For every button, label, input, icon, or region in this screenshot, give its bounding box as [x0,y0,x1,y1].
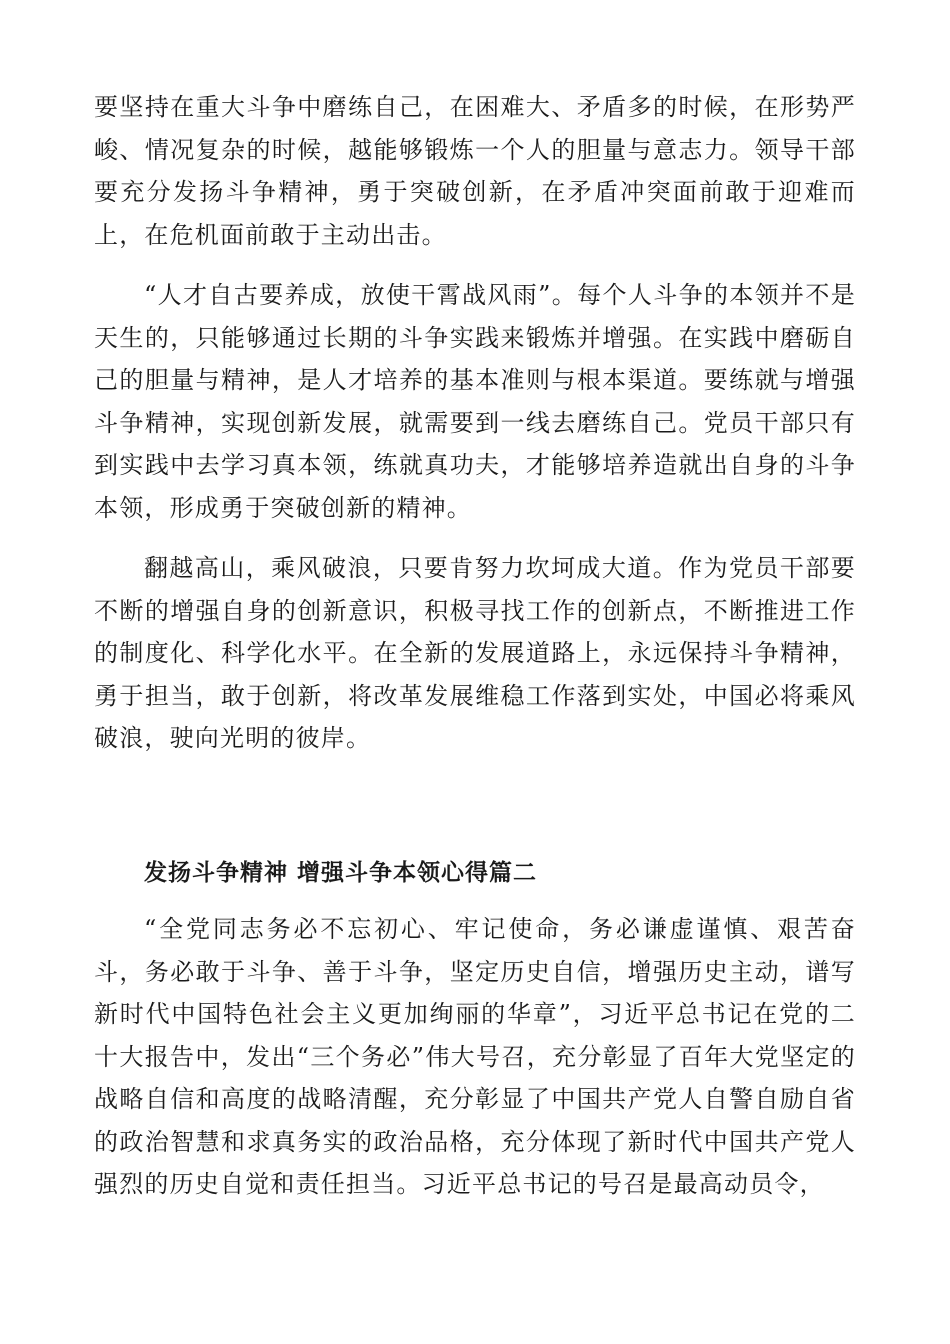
paragraph-4: “全党同志务必不忘初心、牢记使命，务必谦虚谨慎、艰苦奋斗，务必敢于斗争、善于斗争，坚定历史自信，增强历史主动，谱写新时代中国特色社会主义更加绚丽的华章”，习近平总书记在党的二十大报告中，发出“三个务必”伟大号召，充分彰显了百年大党坚定的战略自信和高度的战略清醒，充分彰显了中国共产党人自警自励自省的政治智慧和求真务实的政治品格，充分体现了新时代中国共产党人强烈的历史自觉和责任担当。习近平总书记的号召是最高动员令， [94,915,856,1198]
section-2-body [94,908,856,1206]
section-heading: 发扬斗争精神 增强斗争本领心得篇二 [144,860,538,886]
paragraph-2: “人才自古要养成，放使干霄战风雨”。每个人斗争的本领并不是天生的，只能够通过长期的斗争实践来锻炼并增强。在实践中磨砺自己的胆量与精神，是人才培养的基本准则与根本渠道。要练就与增强斗争精神，实现创新发展，就需要到一线去磨练自己。党员干部只有到实践中去学习真本领，练就真功夫，才能够培养造就出自身的斗争本领，形成勇于突破创新的精神。 [94,281,856,522]
paragraph-1: 要坚持在重大斗争中磨练自己，在困难大、矛盾多的时候，在形势严峻、情况复杂的时候，越能够锻炼一个人的胆量与意志力。领导干部要充分发扬斗争精神，勇于突破创新，在矛盾冲突面前敢于迎难而上，在危机面前敢于主动出击。 [94,93,856,249]
paragraph-3: 翻越高山，乘风破浪，只要肯努力坎坷成大道。作为党员干部要不断的增强自身的创新意识，积极寻找工作的创新点，不断推进工作的制度化、科学化水平。在全新的发展道路上，永远保持斗争精神，勇于担当，敢于创新，将改革发展维稳工作落到实处，中国必将乘风破浪，驶向光明的彼岸。 [94,554,856,752]
document-page [94,86,856,1198]
